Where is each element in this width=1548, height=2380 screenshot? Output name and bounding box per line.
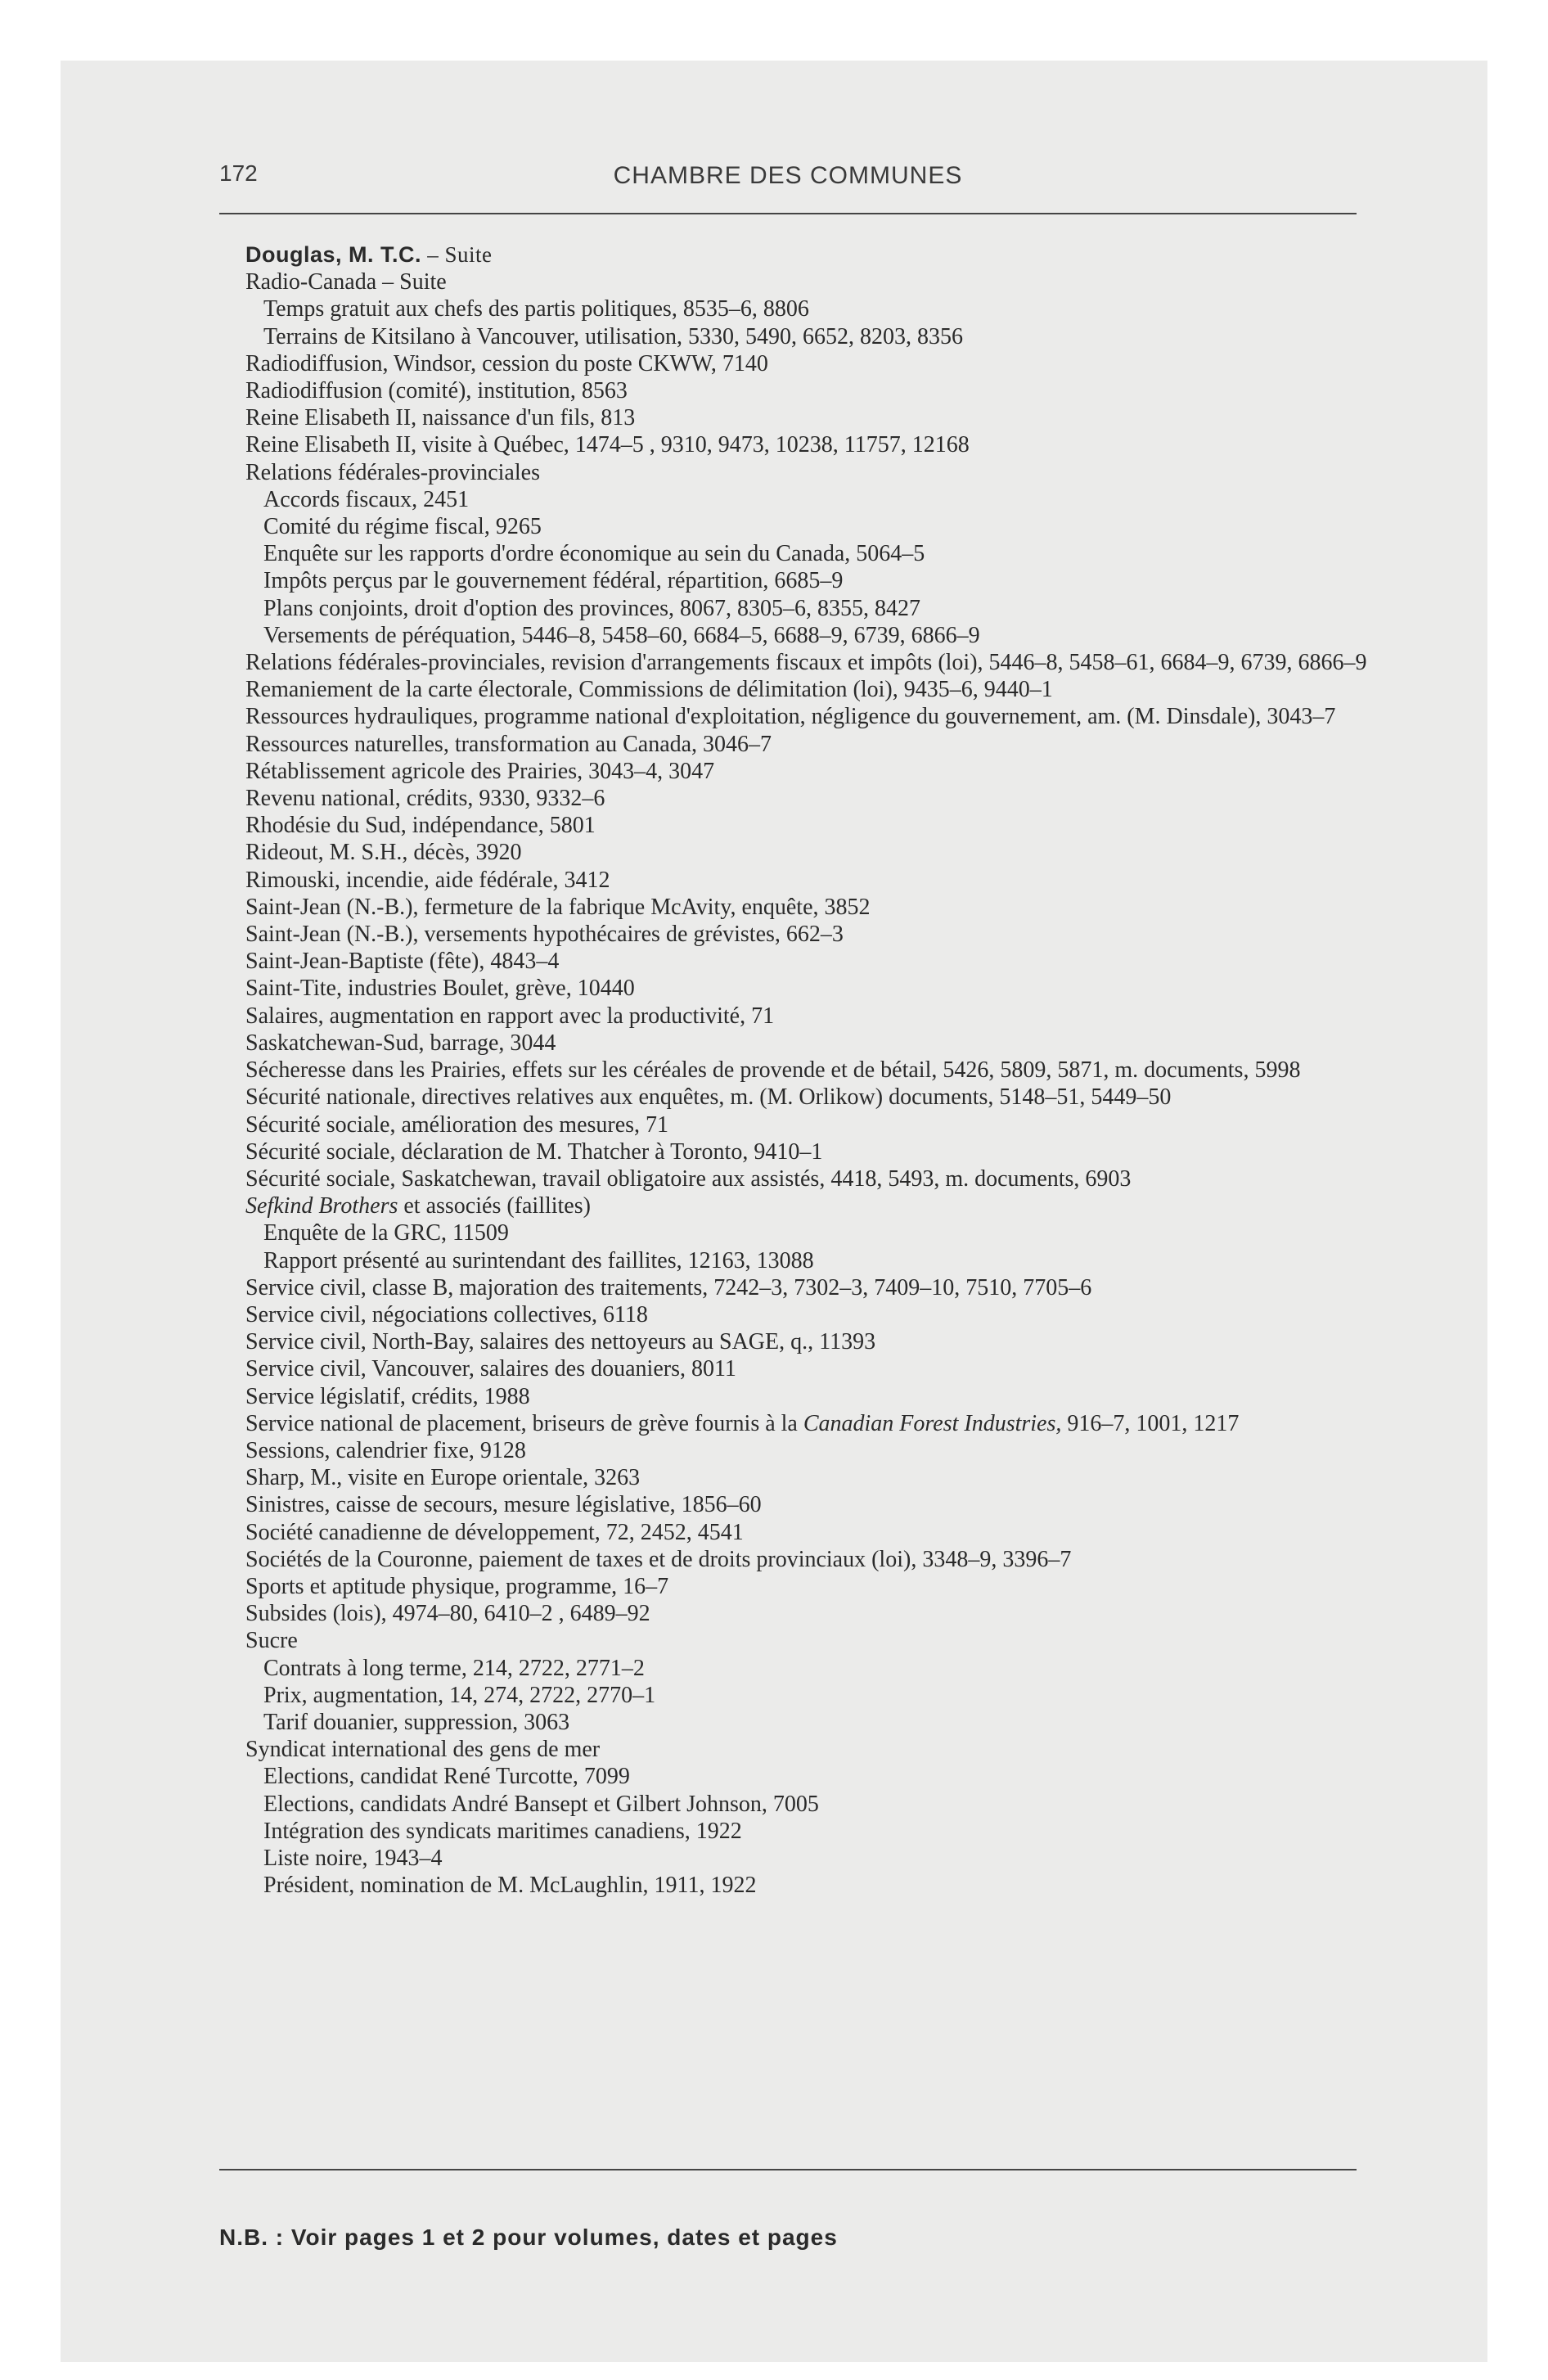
entry-text: Radiodiffusion, Windsor, cession du poste CKWW, 7140 xyxy=(245,350,768,376)
footnote: N.B. : Voir pages 1 et 2 pour volumes, dates et pages xyxy=(219,2224,838,2250)
entry-text: Plans conjoints, droit d'option des provinces, 8067, 8305–6, 8355, 8427 xyxy=(263,595,921,621)
index-list xyxy=(245,241,1391,1899)
index-entry xyxy=(245,1003,1391,1030)
page-number: 172 xyxy=(219,160,258,186)
entry-text: Sucre xyxy=(245,1628,298,1654)
entry-text: Terrains de Kitsilano à Vancouver, utilisation, 5330, 5490, 6652, 8203, 8356 xyxy=(263,323,963,349)
index-entry xyxy=(245,1410,1391,1437)
index-entry xyxy=(245,1057,1391,1084)
index-subentry xyxy=(263,1763,1391,1790)
entry-text: Sécheresse dans les Prairies, effets sur les céréales de provende et de bétail, 5426, 5809, 5871, m. documents, 5998 xyxy=(245,1057,1301,1084)
entry-text: Temps gratuit aux chefs des partis politiques, 8535–6, 8806 xyxy=(263,296,809,322)
entry-text: Saint-Jean (N.-B.), versements hypothécaires de grévistes, 662–3 xyxy=(245,922,844,948)
index-heading xyxy=(245,241,1391,268)
page-header xyxy=(219,160,1357,198)
index-entry xyxy=(245,1084,1391,1111)
entry-text: Saint-Jean-Baptiste (fête), 4843–4 xyxy=(245,949,560,975)
index-subentry xyxy=(263,295,1391,322)
entry-text: Sessions, calendrier fixe, 9128 xyxy=(245,1437,526,1463)
index-entry xyxy=(245,649,1391,676)
index-subentry xyxy=(263,1872,1391,1899)
entry-text: Service civil, Vancouver, salaires des douaniers, 8011 xyxy=(245,1356,736,1382)
entry-text: 916–7, 1001, 1217 xyxy=(1061,1410,1240,1436)
entry-text: Sports et aptitude physique, programme, 16–7 xyxy=(245,1573,669,1599)
entry-text: Elections, candidats André Bansept et Gilbert Johnson, 7005 xyxy=(263,1791,819,1817)
index-entry xyxy=(245,948,1391,975)
index-entry xyxy=(245,459,1391,486)
index-subentry xyxy=(263,323,1391,350)
index-subentry xyxy=(263,513,1391,540)
index-entry xyxy=(245,1573,1391,1600)
entry-text: Rhodésie du Sud, indépendance, 5801 xyxy=(245,813,596,839)
entry-text: et associés (faillites) xyxy=(398,1193,591,1219)
index-entry xyxy=(245,1627,1391,1654)
entry-text: Service national de placement, briseurs de grève fournis à la xyxy=(245,1410,803,1436)
index-entry xyxy=(245,1192,1391,1219)
entry-italic: Canadian Forest Industries, xyxy=(803,1410,1062,1436)
heading-name: Douglas, M. T.C. xyxy=(245,242,422,267)
entry-text: Remaniement de la carte électorale, Commissions de délimitation (loi), 9435–6, 9440–1 xyxy=(245,677,1053,703)
index-subentry xyxy=(263,567,1391,594)
entry-text: Service civil, négociations collectives, 6118 xyxy=(245,1301,648,1327)
index-entry xyxy=(245,1600,1391,1627)
entry-text: Sinistres, caisse de secours, mesure législative, 1856–60 xyxy=(245,1492,762,1518)
index-entry xyxy=(245,1030,1391,1057)
entry-text: Sociétés de la Couronne, paiement de taxes et de droits provinciaux (loi), 3348–9, 3396–7 xyxy=(245,1546,1072,1572)
entry-text: Prix, augmentation, 14, 274, 2722, 2770–1 xyxy=(263,1682,656,1708)
entry-text: Saint-Jean (N.-B.), fermeture de la fabrique McAvity, enquête, 3852 xyxy=(245,894,871,920)
entry-italic: Sefkind Brothers xyxy=(245,1193,398,1219)
entry-text: Liste noire, 1943–4 xyxy=(263,1845,443,1871)
entry-text: Relations fédérales-provinciales xyxy=(245,459,540,485)
footer-divider xyxy=(219,2169,1357,2170)
entry-text: Sécurité sociale, amélioration des mesures, 71 xyxy=(245,1111,669,1138)
index-subentry xyxy=(263,1845,1391,1872)
entry-text: Salaires, augmentation en rapport avec la productivité, 71 xyxy=(245,1003,775,1029)
index-entry xyxy=(245,1546,1391,1573)
index-entry xyxy=(245,703,1391,730)
index-entry xyxy=(245,1491,1391,1518)
entry-text: Rapport présenté au surintendant des faillites, 12163, 13088 xyxy=(263,1247,814,1273)
entry-text: Revenu national, crédits, 9330, 9332–6 xyxy=(245,786,605,812)
index-entry xyxy=(245,894,1391,921)
index-subentry xyxy=(263,1682,1391,1709)
index-entry xyxy=(245,1464,1391,1491)
index-entry xyxy=(245,1519,1391,1546)
entry-text: Service civil, North-Bay, salaires des nettoyeurs au SAGE, q., 11393 xyxy=(245,1329,876,1355)
entry-text: Radiodiffusion (comité), institution, 8563 xyxy=(245,378,628,404)
entry-text: Reine Elisabeth II, visite à Québec, 1474–5 , 9310, 9473, 10238, 11757, 12168 xyxy=(245,432,970,458)
entry-text: Enquête sur les rapports d'ordre économique au sein du Canada, 5064–5 xyxy=(263,541,925,567)
index-subentry xyxy=(263,1709,1391,1736)
entry-text: Elections, candidat René Turcotte, 7099 xyxy=(263,1764,630,1790)
entry-text: Intégration des syndicats maritimes canadiens, 1922 xyxy=(263,1818,742,1844)
index-entry xyxy=(245,1383,1391,1410)
header-divider xyxy=(219,213,1357,214)
index-subentry xyxy=(263,595,1391,622)
index-subentry xyxy=(263,622,1391,649)
entry-text: Impôts perçus par le gouvernement fédéral, répartition, 6685–9 xyxy=(263,568,844,594)
heading-suffix: – Suite xyxy=(421,242,493,267)
entry-text: Président, nomination de M. McLaughlin, 1911, 1922 xyxy=(263,1873,757,1899)
entry-text: Sharp, M., visite en Europe orientale, 3263 xyxy=(245,1465,641,1491)
index-entry xyxy=(245,975,1391,1002)
index-entry xyxy=(245,676,1391,703)
index-entry xyxy=(245,1165,1391,1192)
index-entry xyxy=(245,921,1391,948)
index-entry xyxy=(245,1437,1391,1464)
entry-text: Sécurité sociale, Saskatchewan, travail obligatoire aux assistés, 4418, 5493, m. documents, 6903 xyxy=(245,1165,1132,1192)
entry-text: Syndicat international des gens de mer xyxy=(245,1737,601,1763)
entry-text: Relations fédérales-provinciales, revision d'arrangements fiscaux et impôts (loi), 5446–8, 5458–61, 6684–9, 6739, 6866–9 xyxy=(245,650,1367,676)
index-entry xyxy=(245,1138,1391,1165)
entry-text: Service civil, classe B, majoration des traitements, 7242–3, 7302–3, 7409–10, 7510, 7705–6 xyxy=(245,1274,1092,1300)
entry-text: Ressources naturelles, transformation au Canada, 3046–7 xyxy=(245,731,772,757)
entry-text: Versements de péréquation, 5446–8, 5458–60, 6684–5, 6688–9, 6739, 6866–9 xyxy=(263,622,980,648)
entry-text: Tarif douanier, suppression, 3063 xyxy=(263,1709,570,1735)
index-entry xyxy=(245,1111,1391,1138)
index-subentry xyxy=(263,540,1391,567)
entry-text: Service législatif, crédits, 1988 xyxy=(245,1383,530,1409)
entry-text: Comité du régime fiscal, 9265 xyxy=(263,514,542,540)
index-entry xyxy=(245,268,1391,295)
entry-text: Accords fiscaux, 2451 xyxy=(263,486,470,512)
index-entry xyxy=(245,350,1391,377)
index-entry xyxy=(245,1274,1391,1301)
index-entry xyxy=(245,1328,1391,1355)
index-entry xyxy=(245,839,1391,866)
index-subentry xyxy=(263,1247,1391,1274)
entry-text: Sécurité sociale, déclaration de M. Thatcher à Toronto, 9410–1 xyxy=(245,1138,823,1165)
entry-text: Saint-Tite, industries Boulet, grève, 10440 xyxy=(245,976,635,1002)
index-entry xyxy=(245,812,1391,839)
entry-text: Reine Elisabeth II, naissance d'un fils, 813 xyxy=(245,405,636,431)
index-entry xyxy=(245,867,1391,894)
entry-text: Ressources hydrauliques, programme national d'exploitation, négligence du gouvernement, am. (M. Dinsdale), 3043–7 xyxy=(245,704,1336,730)
entry-text: Enquête de la GRC, 11509 xyxy=(263,1220,509,1246)
entry-text: Saskatchewan-Sud, barrage, 3044 xyxy=(245,1030,556,1056)
page-title: CHAMBRE DES COMMUNES xyxy=(613,162,963,189)
index-entry xyxy=(245,1355,1391,1382)
index-subentry xyxy=(263,1655,1391,1682)
index-entry xyxy=(245,431,1391,458)
entry-text: Rideout, M. S.H., décès, 3920 xyxy=(245,840,522,866)
index-subentry xyxy=(263,1791,1391,1818)
entry-text: Rimouski, incendie, aide fédérale, 3412 xyxy=(245,867,610,893)
index-subentry xyxy=(263,1219,1391,1246)
entry-text: Contrats à long terme, 214, 2722, 2771–2 xyxy=(263,1655,645,1681)
index-subentry xyxy=(263,486,1391,513)
index-entry xyxy=(245,1736,1391,1763)
index-entry xyxy=(245,377,1391,404)
index-entry xyxy=(245,758,1391,785)
entry-text: Subsides (lois), 4974–80, 6410–2 , 6489–92 xyxy=(245,1601,650,1627)
entry-text: Radio-Canada – Suite xyxy=(245,269,447,295)
index-entry xyxy=(245,1301,1391,1328)
entry-text: Sécurité nationale, directives relatives aux enquêtes, m. (M. Orlikow) documents, 5148–51, 5449–50 xyxy=(245,1084,1172,1111)
entry-text: Société canadienne de développement, 72, 2452, 4541 xyxy=(245,1519,744,1545)
index-entry xyxy=(245,785,1391,812)
index-entry xyxy=(245,404,1391,431)
index-entry xyxy=(245,731,1391,758)
entry-text: Rétablissement agricole des Prairies, 3043–4, 3047 xyxy=(245,758,715,784)
index-subentry xyxy=(263,1818,1391,1845)
